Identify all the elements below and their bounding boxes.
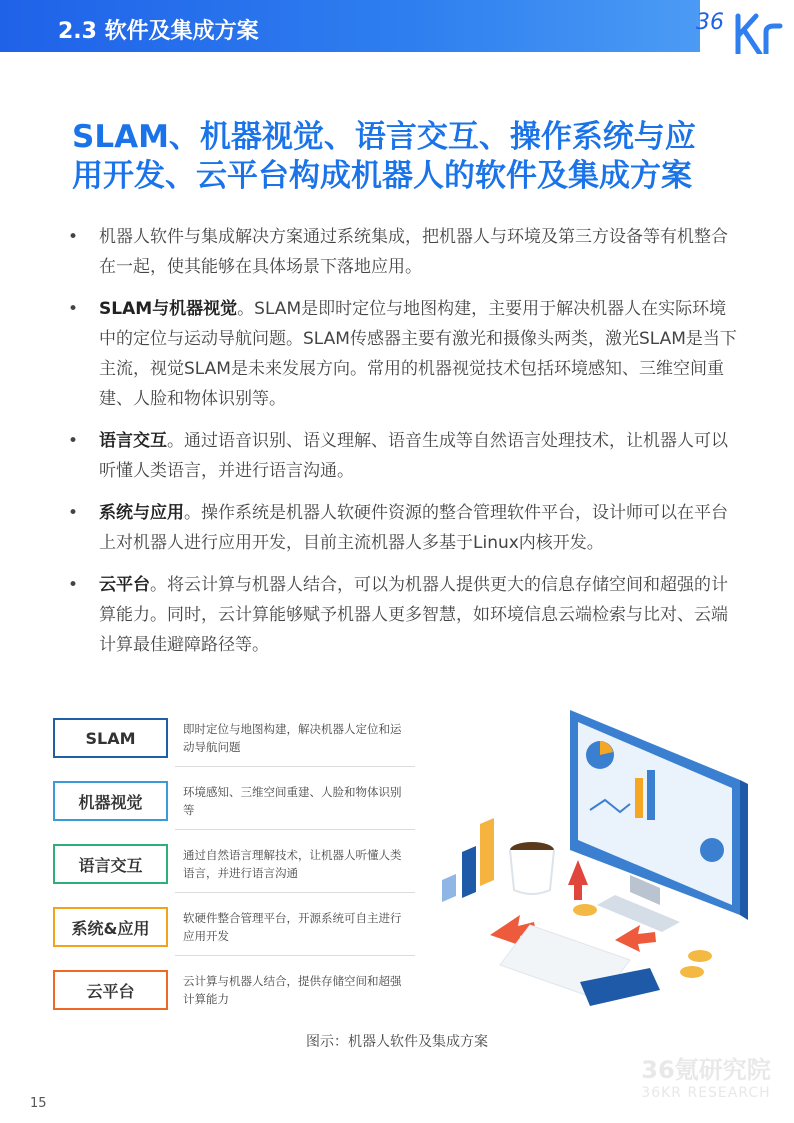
section-title: 2.3 软件及集成方案: [58, 19, 259, 44]
bullet-bold: SLAM与机器视觉: [99, 299, 238, 319]
bullet-bold: 语言交互: [99, 431, 167, 451]
bullet-text: 机器人软件与集成解决方案通过系统集成，把机器人与环境及第三方设备等有机整合在一起，使其能够在具体场景下落地应用。: [99, 227, 728, 277]
heading-line-2: 用开发、云平台构成机器人的软件及集成方案: [72, 158, 692, 194]
bullet-text: 。操作系统是机器人软硬件资源的整合管理软件平台，设计师可以在平台上对机器人进行应用开发，目前主流机器人多基于Linux内核开发。: [99, 503, 728, 553]
diagram-box: SLAM: [53, 718, 168, 758]
diagram-row-cloud: [50, 964, 420, 1019]
diagram-desc: 软硬件整合管理平台，开源系统可自主进行应用开发: [183, 911, 402, 943]
main-heading: [72, 118, 752, 196]
bullet-list: [68, 222, 738, 672]
36kr-logo: [694, 2, 794, 54]
diagram-box: 云平台: [53, 970, 168, 1010]
bullet-item: [68, 294, 738, 414]
diagram-row-slam: [50, 712, 420, 767]
svg-text:36: 36: [696, 10, 724, 35]
bullet-item: [68, 426, 738, 486]
page-number: 15: [30, 1096, 47, 1111]
bullet-item: [68, 570, 738, 660]
diagram-box: 语言交互: [53, 844, 168, 884]
diagram-box: 机器视觉: [53, 781, 168, 821]
divider: [175, 766, 415, 767]
computer-illustration: [430, 700, 760, 1020]
divider: [175, 829, 415, 830]
diagram-row-language: [50, 838, 420, 893]
bullet-text: 。将云计算与机器人结合，可以为机器人提供更大的信息存储空间和超强的计算能力。同时，云计算能够赋予机器人更多智慧，如环境信息云端检索与比对、云端计算最佳避障路径等。: [99, 575, 728, 655]
bullet-item: [68, 498, 738, 558]
header-bar: [0, 0, 700, 52]
figure-caption: 图示：机器人软件及集成方案: [306, 1034, 488, 1050]
bullet-text: 。通过语音识别、语义理解、语音生成等自然语言处理技术，让机器人可以听懂人类语言，并进行语言沟通。: [99, 431, 728, 481]
bullet-text: 。SLAM是即时定位与地图构建，主要用于解决机器人在实际环境中的定位与运动导航问题。SLAM传感器主要有激光和摄像头两类，激光SLAM是当下主流，视觉SLAM是未来发展方向。常用的机器视觉技术包括环境感知、三维空间重建、人脸和物体识别等。: [99, 299, 737, 409]
watermark-line-1: 36氪研究院: [641, 1056, 771, 1084]
diagram-row-system: [50, 901, 420, 956]
diagram-desc: 云计算与机器人结合，提供存储空间和超强计算能力: [183, 974, 402, 1006]
bullet-item: [68, 222, 738, 282]
watermark: [626, 1056, 786, 1102]
diagram-box: 系统&应用: [53, 907, 168, 947]
bullet-bold: 系统与应用: [99, 503, 184, 523]
heading-line-1: SLAM、机器视觉、语言交互、操作系统与应: [72, 119, 696, 155]
divider: [175, 955, 415, 956]
bullet-bold: 云平台: [99, 575, 150, 595]
diagram-row-vision: [50, 775, 420, 830]
divider: [175, 892, 415, 893]
diagram-desc: 即时定位与地图构建，解决机器人定位和运动导航问题: [183, 722, 402, 754]
watermark-line-2: 36KR RESEARCH: [641, 1085, 771, 1101]
diagram-desc: 通过自然语言理解技术，让机器人听懂人类语言，并进行语言沟通: [183, 848, 402, 880]
diagram-desc: 环境感知、三维空间重建、人脸和物体识别等: [183, 785, 402, 817]
